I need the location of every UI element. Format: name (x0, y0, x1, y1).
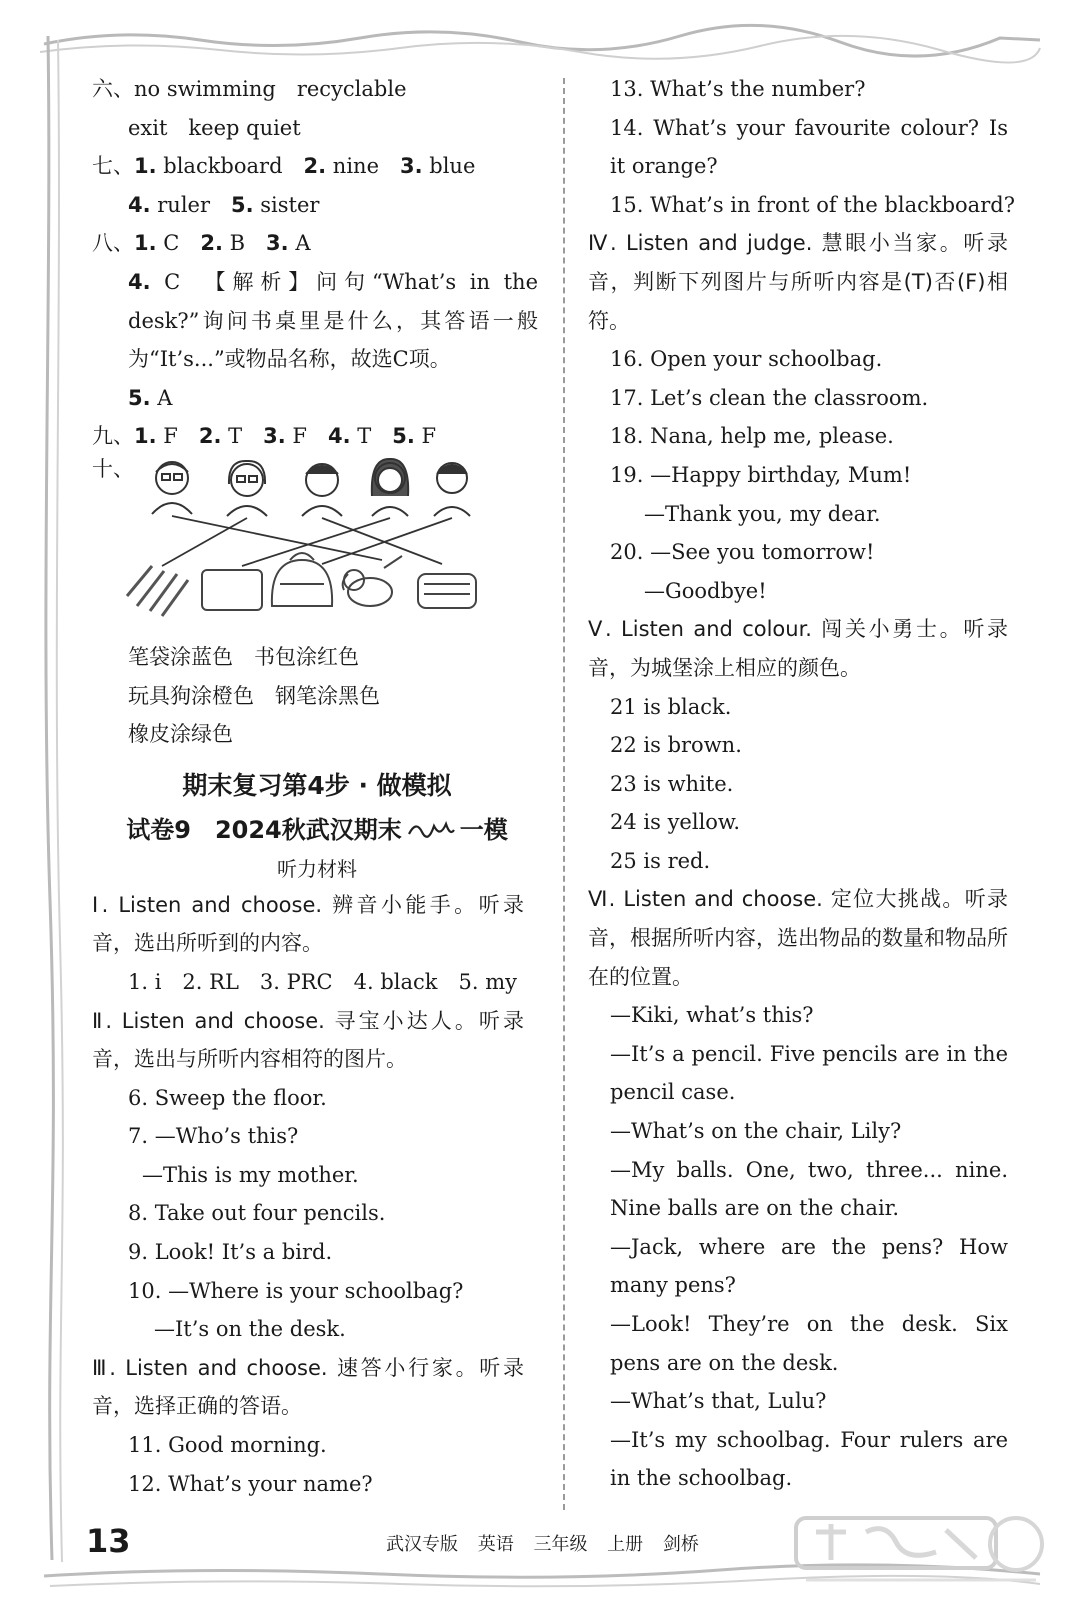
part4-item20a: 20. —See you tomorrow! (610, 540, 875, 565)
pens-icon (127, 566, 188, 616)
item-number: 5. (128, 385, 151, 410)
grandma-icon (227, 461, 267, 516)
matching-lines (162, 516, 452, 566)
part1-items: 1. i 2. RL 3. PRC 4. black 5. my (128, 969, 517, 994)
answer-text: nine (326, 154, 400, 179)
part6-heading: Ⅵ. Listen and choose. 定位大挑战。听录音，根据所听内容，选出物品的数量和物品所在的位置。 (588, 887, 1008, 989)
part4-heading: Ⅳ. Listen and judge. 慧眼小当家。听录音，判断下列图片与所听内容是(T)否(F)相符。 (588, 231, 1008, 333)
part6-line3: —What’s on the chair, Lily? (610, 1119, 902, 1144)
part2-item10a: 10. —Where is your schoolbag? (128, 1278, 464, 1303)
page-number: 13 (86, 1522, 131, 1560)
answer-section-8-line1 (92, 224, 542, 263)
matching-figure (92, 456, 542, 638)
item-number: 3. (263, 424, 286, 449)
part1-heading: Ⅰ. Listen and choose. 辨音小能手。听录音，选出所听到的内容。 (92, 892, 524, 956)
colour-answer-line2: 玩具狗涂橙色 钢笔涂黑色 (128, 683, 380, 708)
item-number: 1. (134, 424, 157, 449)
answer-text: T (350, 424, 393, 449)
schoolbag-icon (272, 553, 332, 606)
part2-item8: 8. Take out four pencils. (128, 1201, 386, 1226)
toy-dog-icon (343, 556, 402, 606)
answer-text: T (221, 424, 264, 449)
section-8-label: 八、 (92, 231, 134, 256)
eraser-icon (202, 570, 262, 610)
item-number: 5. (231, 192, 254, 217)
father-icon (302, 464, 342, 516)
part2-item7b: —This is my mother. (142, 1162, 359, 1187)
part6-line4: —My balls. One, two, three... nine. Nine balls are on the chair. (610, 1157, 1008, 1221)
answer-section-8-explanation (92, 263, 538, 379)
part3-item12: 12. What’s your name? (128, 1471, 373, 1496)
exam-title-suffix: 一模 (459, 815, 508, 844)
part3-item14: 14. What’s your favourite colour? Is it orange? (610, 115, 1008, 179)
answer-text: sister (253, 192, 320, 217)
part3-item11: 11. Good morning. (128, 1433, 327, 1458)
part4-item19b: —Thank you, my dear. (644, 501, 881, 526)
part5-item25: 25 is red. (610, 848, 711, 873)
answer-section-7-line1 (92, 147, 542, 186)
item-number: 5. (392, 424, 415, 449)
answer-text: blackboard (156, 154, 304, 179)
item-number: 3. (266, 231, 289, 256)
colour-answer-line1: 笔袋涂蓝色 书包涂红色 (128, 644, 359, 669)
right-column (588, 70, 1028, 1498)
part6-line6: —Look! They’re on the desk. Six pens are on the desk. (610, 1312, 1008, 1375)
answer-text: ruler (150, 192, 232, 217)
item-number: 1. (134, 231, 157, 256)
answer-text: C (156, 231, 201, 256)
part2-item6: 6. Sweep the floor. (128, 1085, 327, 1110)
part2-item9: 9. Look! It’s a bird. (128, 1240, 333, 1265)
section-7-label: 七、 (92, 154, 134, 179)
part5-item23: 23 is white. (610, 771, 734, 796)
answer-section-6-line2: exit keep quiet (128, 115, 301, 140)
answer-text: blue (422, 154, 476, 179)
review-step-title: 期末复习第4步 · 做模拟 (182, 770, 452, 800)
matching-illustration (122, 456, 552, 638)
part4-item18: 18. Nana, help me, please. (610, 424, 894, 449)
answer-text: A (150, 385, 173, 410)
section-10-label: 十、 (92, 456, 134, 481)
item-number: 4. (128, 269, 151, 294)
item-number: 4. (128, 192, 151, 217)
part4-item19a: 19. —Happy birthday, Mum! (610, 462, 912, 487)
explanation-text: C 【解析】问句“What’s in the desk?”询问书桌里是什么，其答语一般为“It’s...”或物品名称，故选C项。 (128, 269, 538, 372)
answer-section-7-line2 (92, 186, 542, 225)
part4-item16: 16. Open your schoolbag. (610, 347, 883, 372)
part6-line2: —It’s a pencil. Five pencils are in the pencil case. (610, 1041, 1008, 1105)
part4-item17: 17. Let’s clean the classroom. (610, 385, 929, 410)
book-info: 武汉专版 英语 三年级 上册 剑桥 (386, 1534, 699, 1555)
left-column (92, 70, 542, 1503)
item-number: 4. (327, 424, 351, 449)
item-number: 3. (400, 154, 423, 179)
part2-item10b: —It’s on the desk. (154, 1317, 346, 1342)
boy-icon (434, 463, 470, 516)
answer-text: F (414, 424, 437, 449)
exam-title-text: 试卷9 2024秋武汉期末 (126, 815, 402, 844)
answer-text: B (222, 231, 267, 256)
grandpa-icon (152, 462, 192, 514)
part6-line7: —What’s that, Lulu? (610, 1389, 827, 1414)
answer-text: F (156, 424, 199, 449)
answer-text: F (285, 424, 328, 449)
colour-answer-line3: 橡皮涂绿色 (128, 722, 233, 747)
watermark-logo (786, 1512, 1056, 1587)
answer-text: A (288, 231, 311, 256)
listening-material-label: 听力材料 (277, 856, 357, 881)
answer-section-9 (92, 417, 542, 456)
answer-section-8-item5 (92, 379, 542, 418)
part5-item24: 24 is yellow. (610, 810, 741, 835)
section-9-label: 九、 (92, 424, 134, 449)
part5-item22: 22 is brown. (610, 733, 742, 758)
exam-title (92, 808, 542, 852)
item-number: 2. (200, 231, 223, 256)
part2-heading: Ⅱ. Listen and choose. 寻宝小达人。听录音，选出与所听内容相符的图片。 (92, 1008, 524, 1072)
item-number: 2. (303, 154, 327, 179)
author-signature-icon (406, 816, 456, 842)
part3-item15: 15. What’s in front of the blackboard? (610, 192, 1015, 217)
part4-item20b: —Goodbye! (644, 578, 767, 603)
part3-item13: 13. What’s the number? (610, 77, 866, 101)
pencil-case-icon (418, 574, 476, 608)
part3-heading: Ⅲ. Listen and choose. 速答小行家。听录音，选择正确的答语。 (92, 1355, 524, 1419)
part5-heading: Ⅴ. Listen and colour. 闯关小勇士。听录音，为城堡涂上相应的颜色。 (588, 617, 1008, 680)
part5-item21: 21 is black. (610, 694, 732, 719)
part2-item7a: 7. —Who’s this? (128, 1124, 299, 1149)
item-number: 1. (134, 154, 157, 179)
mother-icon (372, 459, 408, 516)
item-number: 2. (198, 424, 222, 449)
part6-line1: —Kiki, what’s this? (610, 1003, 814, 1028)
part6-line5: —Jack, where are the pens? How many pens? (610, 1234, 1008, 1298)
column-divider (563, 78, 565, 1510)
part6-line8: —It’s my schoolbag. Four rulers are in the schoolbag. (610, 1427, 1008, 1491)
answer-section-6-line1: 六、no swimming recyclable (92, 77, 407, 101)
